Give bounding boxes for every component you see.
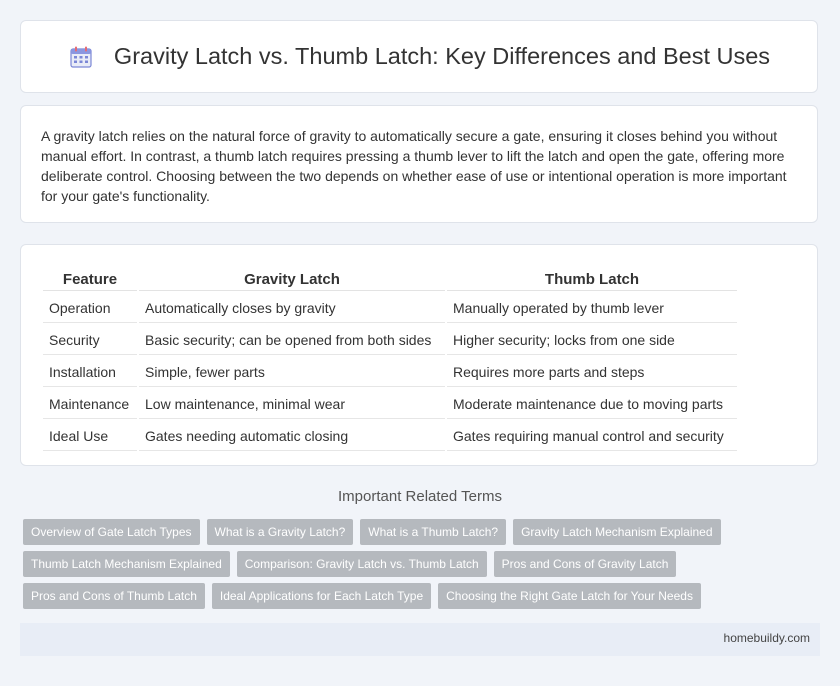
tag-link[interactable]: What is a Thumb Latch? xyxy=(360,519,506,545)
tag-link[interactable]: Thumb Latch Mechanism Explained xyxy=(23,551,230,577)
title-card xyxy=(20,20,818,93)
page-title xyxy=(68,43,770,70)
tag-row xyxy=(23,551,823,577)
table-cell: Basic security; can be opened from both sides xyxy=(139,325,445,355)
table-row xyxy=(43,357,737,387)
comparison-card xyxy=(20,244,818,466)
table-cell: Higher security; locks from one side xyxy=(447,325,737,355)
table-cell: Security xyxy=(43,325,137,355)
related-terms xyxy=(23,519,823,615)
comparison-table xyxy=(41,265,739,453)
tag-link[interactable]: Pros and Cons of Thumb Latch xyxy=(23,583,205,609)
related-terms-title: Important Related Terms xyxy=(338,488,502,505)
table-cell: Low maintenance, minimal wear xyxy=(139,389,445,419)
table-cell: Operation xyxy=(43,293,137,323)
table-cell: Gates needing automatic closing xyxy=(139,421,445,451)
page-title-text: Gravity Latch vs. Thumb Latch: Key Differences and Best Uses xyxy=(113,43,771,69)
table-row xyxy=(43,325,737,355)
table-row xyxy=(43,421,737,451)
tag-link[interactable]: What is a Gravity Latch? xyxy=(207,519,354,545)
table-cell: Requires more parts and steps xyxy=(447,357,737,387)
tag-link[interactable]: Gravity Latch Mechanism Explained xyxy=(513,519,720,545)
tag-row xyxy=(23,519,823,545)
footer xyxy=(20,623,820,656)
footer-site[interactable]: homebuildy.com xyxy=(723,631,810,645)
table-cell: Manually operated by thumb lever xyxy=(447,293,737,323)
intro-text: A gravity latch relies on the natural force of gravity to automatically secure a gate, ensuring it closes behind you without manual effort. In contrast, a thumb latch requires pressing a thumb lever to lift the latch and open the gate, offering more deliberate control. Choosing between the two depends on whether ease of use or intentional operation is more important for your gate's functionality. xyxy=(41,128,787,204)
table-cell: Maintenance xyxy=(43,389,137,419)
tag-row xyxy=(23,583,823,609)
table-row xyxy=(43,293,737,323)
table-row xyxy=(43,389,737,419)
table-cell: Moderate maintenance due to moving parts xyxy=(447,389,737,419)
tag-link[interactable]: Ideal Applications for Each Latch Type xyxy=(212,583,431,609)
table-header-row xyxy=(43,267,737,291)
tag-link[interactable]: Comparison: Gravity Latch vs. Thumb Latch xyxy=(237,551,487,577)
tag-link[interactable]: Choosing the Right Gate Latch for Your Needs xyxy=(438,583,701,609)
table-cell: Gates requiring manual control and security xyxy=(447,421,737,451)
calendar-icon xyxy=(68,44,94,70)
intro-card xyxy=(20,105,818,223)
header-gravity-latch: Gravity Latch xyxy=(139,267,445,291)
table-cell: Installation xyxy=(43,357,137,387)
header-feature: Feature xyxy=(43,267,137,291)
table-cell: Ideal Use xyxy=(43,421,137,451)
header-thumb-latch: Thumb Latch xyxy=(447,267,737,291)
tag-link[interactable]: Overview of Gate Latch Types xyxy=(23,519,200,545)
table-cell: Automatically closes by gravity xyxy=(139,293,445,323)
table-cell: Simple, fewer parts xyxy=(139,357,445,387)
tag-link[interactable]: Pros and Cons of Gravity Latch xyxy=(494,551,677,577)
